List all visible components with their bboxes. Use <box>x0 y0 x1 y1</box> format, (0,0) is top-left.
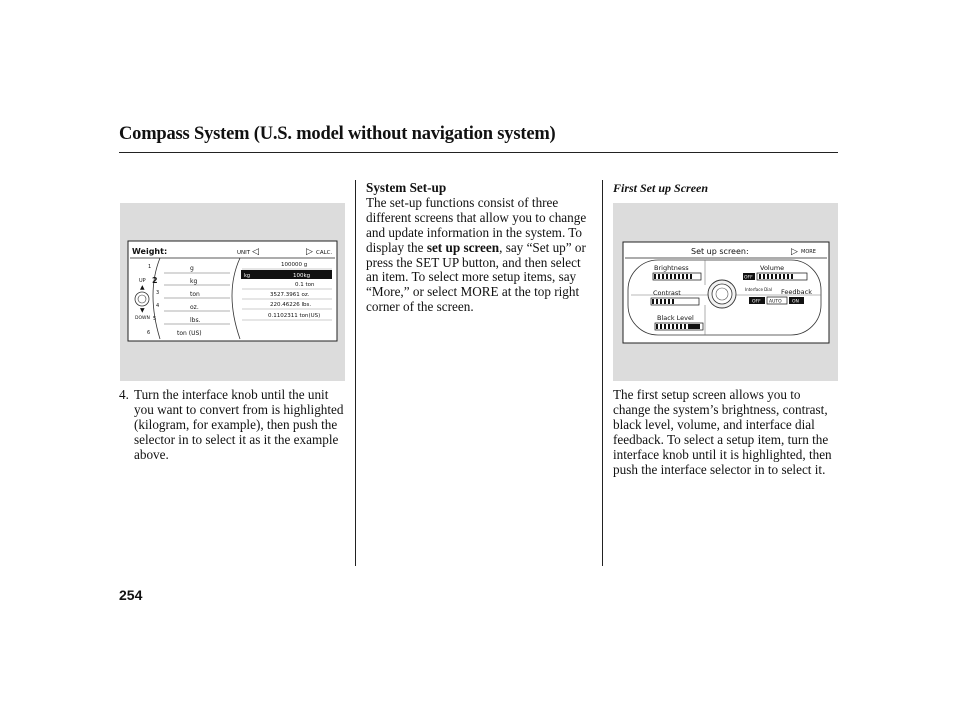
calc-label: CALC. <box>316 250 333 256</box>
setup-screen-illustration <box>613 203 838 381</box>
brightness-level-bar <box>653 273 701 280</box>
figure-caption: First Set up Screen <box>613 181 709 195</box>
highlighted-row <box>241 270 332 279</box>
volume-label: Volume <box>760 264 785 272</box>
section-heading: System Set-up <box>366 180 447 195</box>
feedback-off: OFF <box>752 299 761 305</box>
section-paragraph <box>366 196 596 315</box>
weight-screen-illustration <box>120 203 345 381</box>
down-arrow-icon: ▼ <box>140 307 145 314</box>
up-arrow-icon: ▲ <box>140 284 145 291</box>
knob-number: 2 <box>152 276 158 285</box>
step-text: Turn the interface knob until the unit you want to convert from is highlighted (kilogram, for example), then push the selector in to select it as it the example above. <box>134 387 344 462</box>
unit-lbs: lbs. <box>190 317 201 324</box>
setup-title: Set up screen: <box>691 247 749 256</box>
value-oz: 3527.3961 oz. <box>270 292 310 298</box>
page-title: Compass System (U.S. model without navigation system) <box>119 124 556 144</box>
number-4: 4 <box>156 303 160 309</box>
number-1: 1 <box>148 264 152 270</box>
unit-arrow-icon: ◁ <box>252 247 259 257</box>
black-level-label: Black Level <box>657 314 694 322</box>
feedback-options <box>749 297 804 305</box>
more-label: MORE <box>801 249 816 255</box>
black-level-bar <box>655 323 703 330</box>
unit-kg: kg <box>190 278 198 285</box>
unit-ton-us: ton (US) <box>177 330 202 337</box>
volume-level-bar <box>743 273 807 281</box>
interface-dial-label: Interface Dial <box>745 287 772 292</box>
column-divider-right <box>602 180 603 566</box>
feedback-on: ON <box>792 299 799 305</box>
first-setup-paragraph: The first setup screen allows you to change the system’s brightness, contrast, black level, volume, and interface dial feedback. To select a setup item, turn the interface knob until it is highlighted, then push the interface selector in to select it. <box>613 387 832 477</box>
unit-g: g <box>190 265 194 272</box>
volume-off-badge: OFF <box>744 275 753 281</box>
value-ton-us: 0.1102311 ton(US) <box>268 313 321 319</box>
step-4 <box>119 388 344 463</box>
value-lbs: 220.46226 lbs. <box>270 302 312 308</box>
paragraph-part-2: , say “Set up” or press the SET UP button, and then select an item. To select more setup items, say “More,” or select MORE at the top right corner of the screen. <box>366 239 586 315</box>
contrast-level-bar <box>651 298 699 305</box>
more-arrow-icon: ▷ <box>791 247 798 257</box>
calc-arrow-icon: ▷ <box>306 247 313 257</box>
number-3: 3 <box>156 290 160 296</box>
column-divider-left <box>355 180 356 566</box>
paragraph-part-1: The set-up functions consist of three different screens that allow you to change and update information in the system. To display the <box>366 194 587 255</box>
value-ton: 0.1 ton <box>295 282 315 288</box>
system-setup-section <box>366 181 596 315</box>
title-rule <box>119 152 838 153</box>
step-number: 4. <box>119 387 129 402</box>
value-kg: 100kg <box>293 273 311 279</box>
value-g: 100000 g <box>281 262 308 268</box>
number-6: 6 <box>147 330 151 336</box>
contrast-label: Contrast <box>653 289 681 297</box>
page-number: 254 <box>119 587 143 603</box>
weight-title: Weight: <box>132 247 168 256</box>
brightness-label: Brightness <box>654 264 689 272</box>
number-5: 5 <box>153 316 157 322</box>
unit-oz: oz. <box>190 304 199 311</box>
unit-ton: ton <box>190 291 200 298</box>
paragraph-bold-term: set up screen <box>426 239 500 255</box>
unit-label: UNIT <box>237 250 251 256</box>
setup-screen-panel <box>613 203 838 381</box>
weight-screen-panel <box>120 203 345 381</box>
up-label: UP <box>139 278 146 284</box>
unit-icon: kg <box>244 273 251 279</box>
feedback-auto: AUTO <box>769 299 782 305</box>
feedback-label: Feedback <box>781 288 812 296</box>
down-label: DOWN <box>135 316 150 321</box>
